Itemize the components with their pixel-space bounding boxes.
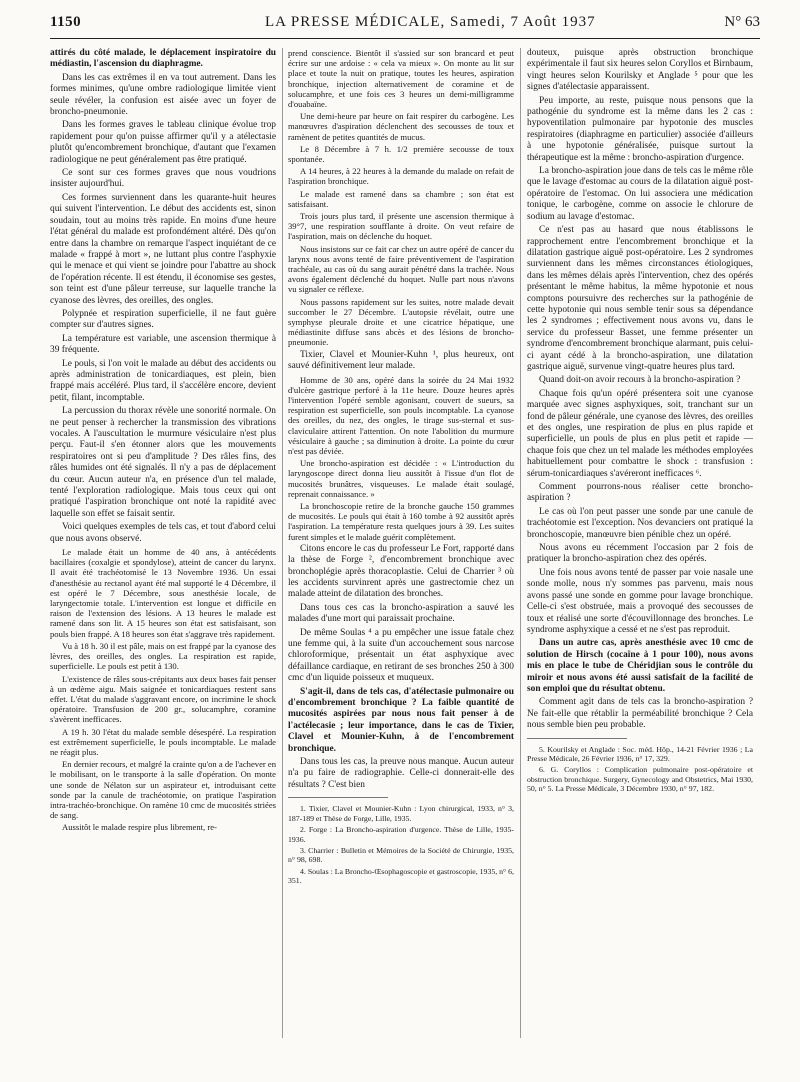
footnote: 4. Soulas : La Broncho-Œsophagoscopie et gastroscopie, 1935, n° 6, 351. bbox=[288, 866, 514, 886]
paragraph: A 14 heures, à 22 heures à la demande du malade on refait de l'aspiration bronchique. bbox=[288, 166, 514, 187]
journal-title: LA PRESSE MÉDICALE, Samedi, 7 Août 1937 bbox=[265, 14, 596, 30]
page-number: 1150 bbox=[50, 14, 82, 30]
paragraph: Ce sont sur ces formes graves que nous voudrions insister aujourd'hui. bbox=[50, 168, 276, 190]
paragraph: La broncho-aspiration joue dans de tels cas le même rôle que le lavage d'estomac au cours de la dilatation aiguë post-opératoire de l'estomac. On lui associera une médication tonique, le carbogène, comme on associe le chlorure de sodium au lavage d'estomac. bbox=[527, 166, 753, 222]
paragraph: De même Soulas ⁴ a pu empêcher une issue fatale chez une femme qui, à la suite d'un accouchement sous narcose chloroformique, présentait un état asphyxique avec défaillance cardiaque, en retirant de ses bronches 250 à 300 cmc d'un liquide poisseux et muqueux. bbox=[288, 627, 514, 684]
text-column-right bbox=[527, 48, 753, 796]
paragraph: Ce n'est pas au hasard que nous établissons le rapprochement entre l'encombrement bronchique et la dilatation gastrique aiguë post-opératoire. Les 2 syndromes surviennent dans les mêmes circonstances étiologiques, dans les mêmes délais après l'intervention, chez des opérés présentant le même habitus, la même hypotonie et nous comptons poursuivre des recherches sur la pathogénie de cette hypotonie qui nous semble tenir sous sa dépendance les 2 syndromes ; effectivement nous avons vu, dans le service du professeur Basset, une femme présenter un syndrome d'encombrement bronchique alarmant, puis celui-ci ayant cédé à la broncho-aspiration, une dilatation gastrique aiguë, survenue vingt-quatre heures plus tard. bbox=[527, 225, 753, 372]
paragraph: prend conscience. Bientôt il s'assied sur son brancard et peut écrire sur une ardoise : « cela va mieux ». On monte au lit sur place et toute la nuit on pratique, toutes les heures, aspiration bronchique, injection alternativement de coramine et de solucamphre, et une fois ces 3 heures un demi-milligramme d'ouabaïne. bbox=[288, 48, 514, 110]
paragraph: Dans un autre cas, après anesthésie avec 10 cmc de solution de Hirsch (cocaïne à 1 pour 100), nous avons mis en place le tube de Chéridjian sous le contrôle du miroir et nous avons été aussi satisfait de la facilité de son emploi que du résultat obtenu. bbox=[527, 638, 753, 694]
footnote: 3. Charrier : Bulletin et Mémoires de la Société de Chirurgie, 1935, n° 98, 698. bbox=[288, 845, 514, 865]
paragraph: Polypnée et respiration superficielle, il ne faut guère compter sur d'autres signes. bbox=[50, 308, 276, 331]
paragraph: Une demi-heure par heure on fait respirer du carbogène. Les manœuvres d'aspiration déclenchent des secousses de toux et ramènent de petites quantités de mucus. bbox=[288, 111, 514, 142]
paragraph: Une fois nous avons tenté de passer par voie nasale une sonde molle, nous n'y sommes pas parvenu, mais nous avons passé une sonde en gomme pour lavage bronchique. Celle-ci s'est obstruée, mais a provoqué des secousses de toux et réalisé une sorte d'écouvillonnage des bronches. Le syndrome asphyxique a cessé et ne s'est pas reproduit. bbox=[527, 567, 753, 635]
paragraph: La bronchoscopie retire de la bronche gauche 150 grammes de mucosités. Le pouls qui était à 160 tombe à 92 aussitôt après l'aspiration. La température resta quelques jours à 39. Les suites furent simples et le malade guérit complètement. bbox=[288, 500, 514, 542]
paragraph: Dans tous ces cas la broncho-aspiration a sauvé les malades d'une mort qui paraissait prochaine. bbox=[288, 602, 514, 625]
paragraph: Comment pourrons-nous réaliser cette broncho-aspiration ? bbox=[527, 482, 753, 504]
paragraph: Le malade est ramené dans sa chambre ; son état est satisfaisant. bbox=[288, 188, 514, 209]
footnote-separator bbox=[288, 797, 388, 798]
footnote: 6. G. Coryllos : Complication pulmonaire post-opératoire et obstruction bronchique. Surgery, Gynecology and Obstetrics, Mai 1930, 50, n° 5. La Presse Médicale, 3 Décembre 1930, n° 97, 182. bbox=[527, 765, 753, 794]
paragraph: Dans tous les cas, la preuve nous manque. Aucun auteur n'a pu faire de radiographie. Celle-ci donnerait-elle des résultats ? C'est bien bbox=[288, 757, 514, 790]
header-rule bbox=[50, 38, 760, 39]
paragraph: Une broncho-aspiration est décidée : « L'introduction du laryngoscope direct donna lieu aussitôt à l'issue d'un flot de mucosités brunâtres, visqueuses. Le malade était soulagé, reprenait connaissance. » bbox=[288, 458, 514, 499]
paragraph: Homme de 30 ans, opéré dans la soirée du 24 Mai 1932 d'ulcère gastrique perforé à la 11e heure. Douze heures après l'intervention l'opéré semble agonisant, couvert de sueurs, sa respiration est superficielle, son pouls incomptable. La cyanose des oreilles, du nez, des ongles, le tirage sus-sternal et sus-claviculaire attirent l'attention. On note l'abolition du murmure vésiculaire à gauche ; sa diminution à droite. La pointe du cœur n'est pas déviée. bbox=[288, 374, 514, 456]
footnote: 5. Kourilsky et Anglade : Soc. méd. Hôp., 14-21 Février 1936 ; La Presse Médicale, 26 Février 1936, n° 17, 329. bbox=[527, 744, 753, 763]
paragraph: attirés du côté malade, le déplacement inspiratoire du médiastin, l'ascension du diaphragme. bbox=[50, 48, 276, 70]
paragraph: S'agit-il, dans de tels cas, d'atélectasie pulmonaire ou d'encombrement bronchique ? La faible quantité de mucosités aspirées par nous nous fait penser à de l'actélecasie ; leur importance, dans le cas de Tixier, Clavel et Mounier-Kuhn, à de l'encombrement bronchique. bbox=[288, 686, 514, 754]
paragraph: Aussitôt le malade respire plus librement, re- bbox=[62, 822, 217, 833]
paragraph: Trois jours plus tard, il présente une ascension thermique à 39°7, une respiration soufflante à droite. On veut refaire de l'aspiration, mais on déclenche du hoquet. bbox=[288, 211, 514, 242]
paragraph: Le 8 Décembre à 7 h. 1/2 première secousse de toux spontanée. bbox=[288, 143, 514, 165]
paragraph: Dans les formes graves le tableau clinique évolue trop rapidement pour qu'on puisse affirmer qu'il y a atélectasie plutôt qu'encombrement bronchique, d'autant que l'examen radiologique ne peut généralement pas être pratiqué. bbox=[50, 120, 276, 165]
paragraph: La température est variable, une ascension thermique à 39 fréquente. bbox=[50, 333, 276, 356]
footnote: 1. Tixier, Clavel et Mounier-Kuhn : Lyon chirurgical, 1933, n° 3, 187-189 et Thèse de Forge, Lille, 1935. bbox=[288, 804, 514, 823]
column-divider bbox=[520, 48, 521, 1038]
text-column-middle bbox=[288, 48, 514, 888]
paragraph: Le cas où l'on peut passer une sonde par une canule de trachéotomie est l'exception. Nos devanciers ont pratiqué la bronchoscopie, manœuvre bien pénible chez un opéré. bbox=[527, 506, 753, 540]
paragraph: La percussion du thorax révèle une sonorité normale. On ne peut penser à rechercher la transmission des vibrations vocales. A l'auscultation le murmure vésiculaire n'est plus perçu. Faut-il s'en étonner alors que les mouvements respiratoires ont si peu d'amplitude ? Des râles fins, des râles humides ont été signalés. Il n'y a pas de déplacement du cœur. Aucun auteur n'a, en présence d'un tel malade, tenté l'exploration radiologique. Mais tous ceux qui ont pratiqué l'aspiration bronchique ont noté la rapidité avec laquelle son effet se faisait sentir. bbox=[50, 406, 276, 519]
paragraph: Ces formes surviennent dans les quarante-huit heures qui suivent l'intervention. Le début des accidents est, sinon soudain, tout au moins très rapide. En moins d'une heure l'état général du malade est profondément altéré. Dès qu'on entre dans la chambre on remarque l'aspect inquiétant de ce malade « frappé à mort », ne luttant plus contre l'asphyxie qui le menace et qui vient se joindre pour l'abattre au shock de l'opération récente. Il est étendu, il économise ses gestes, son teint est d'une pâleur terreuse, sur laquelle tranche la cyanose des lèvres, des oreilles, des ongles. bbox=[50, 192, 276, 306]
paragraph: Comment agit dans de tels cas la broncho-aspiration ? Ne fait-elle que rétablir la perméabilité bronchique ? Cela nous semble bien peu probable. bbox=[527, 697, 753, 731]
page-header bbox=[50, 14, 760, 36]
paragraph: A 19 h. 30 l'état du malade semble désespéré. La respiration est extrêmement superficielle, le pouls incomptable. Le malade ne réagit plus. bbox=[50, 726, 276, 757]
column-divider bbox=[282, 48, 283, 1038]
paragraph: Quand doit-on avoir recours à la broncho-aspiration ? bbox=[539, 375, 741, 386]
paragraph: L'existence de râles sous-crépitants aux deux bases fait penser à un œdème aigu. Mais saignée et tonicardiaques restent sans effet. L'état du malade s'aggravant encore, on incrimine le shock opératoire. Transfusion de 200 gr., solucamphre, coramine s'avèrent inefficaces. bbox=[50, 673, 276, 725]
footnote-separator bbox=[527, 738, 627, 739]
paragraph: En dernier recours, et malgré la crainte qu'on a de l'achever en le mobilisant, on le transporte à la salle d'opération. On monte une sonde de Nélaton sur un aspirateur et, introduisant cette sonde par la canule de trachéotomie, on pratique l'aspiration intra-trachéo-bronchique. On ramène 10 cmc de mucosités striées de sang. bbox=[50, 759, 277, 821]
paragraph: Peu importe, au reste, puisque nous pensons que la pathogénie du syndrome est la même dans les 2 cas : hypoventilation pulmonaire par hypotonie des muscles respiratoires (diaphragme en particulier) associée d'ailleurs à une hypotonie généralisée, puisque surtout la thérapeutique est la même : broncho-aspiration d'urgence. bbox=[527, 95, 753, 163]
paragraph: Le pouls, si l'on voit le malade au début des accidents ou après administration de tonicardiaques, est plein, bien frappé mais accéléré. Plus tard, il s'accélère encore, devient petit, filant, incomptable. bbox=[50, 358, 276, 403]
footnotes bbox=[288, 804, 514, 885]
paragraph: Nous avons eu récemment l'occasion par 2 fois de pratiquer la broncho-aspiration chez des opérés. bbox=[527, 543, 753, 565]
paragraph: Citons encore le cas du professeur Le Fort, rapporté dans la thèse de Forge ², d'encombrement bronchique avec bronchoplégie après thoracoplastie. Celui de Charrier ³ où les accidents survinrent après une gastrectomie chez un malade atteint de dilatation des bronches. bbox=[288, 543, 514, 600]
paragraph: Nous insistons sur ce fait car chez un autre opéré de cancer du larynx nous avons tenté de faire préventivement de l'aspiration trachéale, au cas où du sang aurait pénétré dans la trachée. Nous avons également déclenché du hoquet. Nulle part nous n'avons vu signaler ce réflexe. bbox=[288, 243, 514, 295]
paragraph: Le malade était un homme de 40 ans, à antécédents bacillaires (coxalgie et spondylose), atteint de cancer du larynx. Il avait été trachéotomisé le 13 Novembre 1936. Un essai d'anesthésie au rectanol ayant été mal supporté le 4 Décembre, il est opéré le 7 Décembre, sous anesthésie locale, de laryngectomie totale. L'intervention est longue et difficile en raison de l'extension des lésions. A 13 heures le malade est ramené dans son lit. A 15 heures son état est satisfaisant, son pouls bien frappé. A 18 heures son état s'aggrave très rapidement. bbox=[50, 547, 276, 639]
paragraph: Nous passons rapidement sur les suites, notre malade devait succomber le 27 Décembre. L'autopsie révélait, outre une symphyse pleurale droite et une cicatrice hépatique, une médiastinite diffuse sans abcès et des lésions de broncho-pneumonie. bbox=[288, 296, 514, 348]
footnote: 2. Forge : La Broncho-aspiration d'urgence. Thèse de Lille, 1935-1936. bbox=[288, 825, 514, 844]
paragraph: Tixier, Clavel et Mounier-Kuhn ¹, plus heureux, ont sauvé définitivement leur malade. bbox=[288, 349, 514, 372]
footnotes bbox=[527, 745, 753, 794]
paragraph: Voici quelques exemples de tels cas, et tout d'abord celui que nous avons observé. bbox=[50, 522, 276, 544]
paragraph: Chaque fois qu'un opéré présentera soit une cyanose marquée avec signes asphyxiques, soit, tranchant sur un fond de pâleur générale, une cyanose des lèvres, des oreilles et des ongles, une respiration de plus en plus rapide et superficielle, un pouls de plus en plus petit et rapide — chaque fois que chez un tel malade les méthodes employées habituellement pour combattre le shock : transfusion : sérum-tonicardiaques s'avéreront inefficaces ⁶. bbox=[527, 388, 753, 479]
paragraph: douteux, puisque après obstruction bronchique expérimentale il faut six heures selon Coryllos et Birnbaum, vingt heures selon Kourilsky et Anglade ⁵ pour que les signes d'atélectasie apparaissent. bbox=[527, 48, 753, 93]
paragraph: Vu à 18 h. 30 il est pâle, mais on est frappé par la cyanose des lèvres, des oreilles, des ongles. La respiration est rapide, superficielle. Le pouls est petit à 130. bbox=[50, 640, 276, 672]
paragraph: Dans les cas extrêmes il en va tout autrement. Dans les formes minimes, qu'une ombre radiologique limitée vient seule révéler, la confusion est aisée avec un foyer de broncho-pneumonie. bbox=[50, 72, 276, 118]
text-column-left bbox=[50, 48, 276, 835]
issue-number: N° 63 bbox=[724, 14, 760, 30]
